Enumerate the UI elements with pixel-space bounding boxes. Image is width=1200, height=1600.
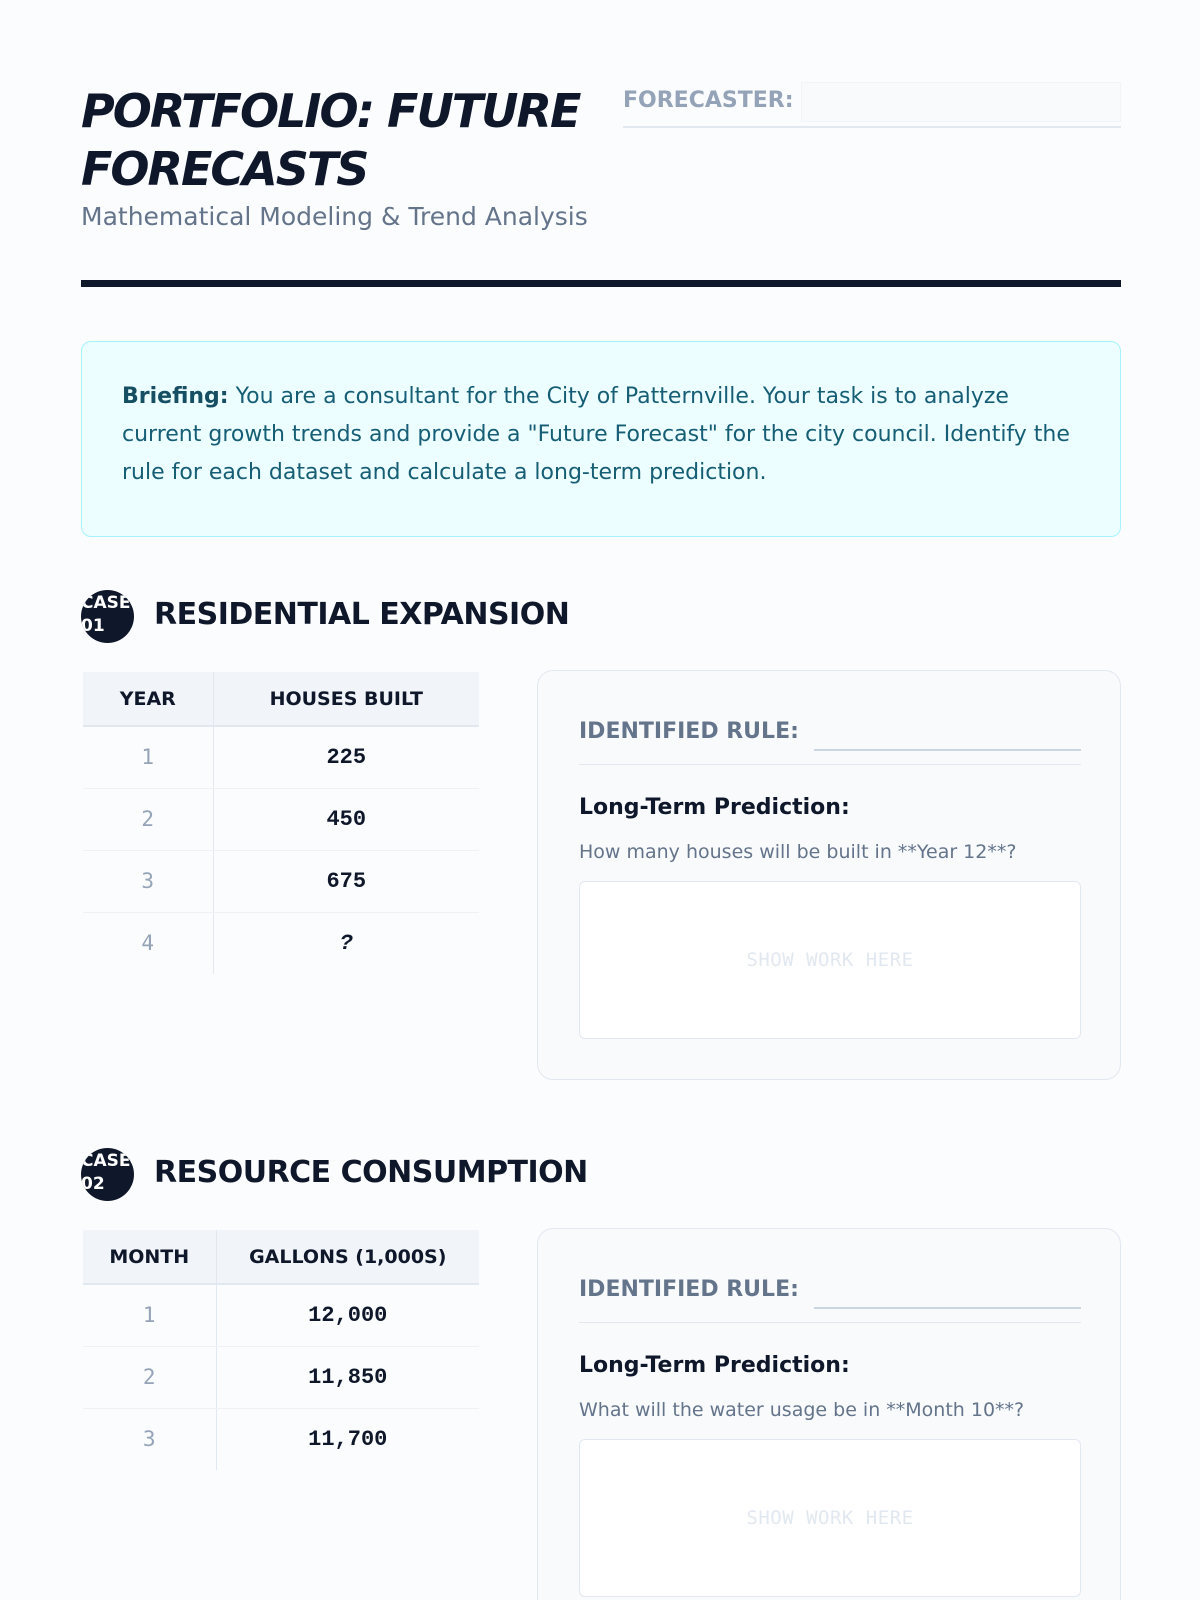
row-value-unknown: ? bbox=[339, 930, 353, 956]
case-badge-line1: CASE bbox=[81, 593, 131, 613]
table-row bbox=[83, 726, 479, 788]
row-index: 4 bbox=[83, 912, 213, 974]
show-work-placeholder: SHOW WORK HERE bbox=[746, 1507, 914, 1529]
row-index: 1 bbox=[83, 1284, 216, 1346]
identified-rule-label: IDENTIFIED RULE: bbox=[579, 719, 799, 744]
column-header: YEAR bbox=[83, 672, 213, 726]
column-header: MONTH bbox=[83, 1230, 216, 1284]
show-work-area[interactable] bbox=[579, 1439, 1081, 1597]
row-value: 11,700 bbox=[308, 1426, 388, 1452]
case-title: RESIDENTIAL EXPANSION bbox=[154, 597, 570, 632]
row-value: 11,850 bbox=[216, 1346, 479, 1408]
case-badge-line2: 01 bbox=[81, 616, 105, 636]
show-work-placeholder: SHOW WORK HERE bbox=[746, 949, 914, 971]
case-badge bbox=[81, 590, 134, 643]
briefing-text: You are a consultant for the City of Patternville. Your task is to analyze current growth trends and provide a "Future Forecast" for the city council. Identify the rule for each dataset and calculate a long-term prediction. bbox=[122, 384, 1070, 485]
data-table bbox=[83, 672, 479, 974]
identified-rule-row bbox=[579, 711, 1081, 765]
table-row bbox=[83, 1408, 479, 1470]
case-badge bbox=[81, 1148, 134, 1201]
identified-rule-row bbox=[579, 1269, 1081, 1323]
identified-rule-label: IDENTIFIED RULE: bbox=[579, 1277, 799, 1302]
row-index: 2 bbox=[83, 788, 213, 850]
identified-rule-input[interactable] bbox=[814, 1269, 1081, 1309]
case-badge-line2: 02 bbox=[81, 1174, 105, 1194]
table-row bbox=[83, 1284, 479, 1346]
show-work-area[interactable] bbox=[579, 881, 1081, 1039]
table-row bbox=[83, 850, 479, 912]
row-index: 3 bbox=[83, 850, 213, 912]
column-header: HOUSES BUILT bbox=[213, 672, 479, 726]
row-index: 1 bbox=[83, 726, 213, 788]
row-value: 225 bbox=[213, 726, 479, 788]
prediction-question: How many houses will be built in **Year 12**? bbox=[579, 841, 1017, 863]
table-row bbox=[83, 1346, 479, 1408]
briefing-box bbox=[81, 341, 1121, 537]
case-badge-line1: CASE bbox=[81, 1151, 131, 1171]
work-card bbox=[537, 1228, 1121, 1600]
identified-rule-input[interactable] bbox=[814, 711, 1081, 751]
work-card bbox=[537, 670, 1121, 1080]
row-value: 12,000 bbox=[216, 1284, 479, 1346]
prediction-question: What will the water usage be in **Month 10**? bbox=[579, 1399, 1025, 1421]
table-row bbox=[83, 788, 479, 850]
row-index: 3 bbox=[83, 1408, 216, 1470]
data-table bbox=[83, 1230, 479, 1470]
row-value: 675 bbox=[213, 850, 479, 912]
page-subtitle: Mathematical Modeling & Trend Analysis bbox=[81, 202, 588, 231]
forecaster-label: FORECASTER: bbox=[623, 88, 794, 113]
table-row bbox=[83, 912, 479, 974]
column-header: GALLONS (1,000S) bbox=[216, 1230, 479, 1284]
prediction-label: Long-Term Prediction: bbox=[579, 795, 850, 820]
forecaster-field bbox=[623, 82, 1121, 128]
worksheet-page bbox=[81, 0, 1121, 1600]
case-title: RESOURCE CONSUMPTION bbox=[154, 1155, 588, 1190]
prediction-label: Long-Term Prediction: bbox=[579, 1353, 850, 1378]
forecaster-input[interactable] bbox=[801, 82, 1121, 122]
row-value: 450 bbox=[213, 788, 479, 850]
row-index: 2 bbox=[83, 1346, 216, 1408]
header bbox=[81, 82, 1121, 288]
page-title: PORTFOLIO: FUTURE FORECASTS bbox=[81, 84, 580, 196]
header-divider bbox=[81, 280, 1121, 287]
briefing-label: Briefing: bbox=[122, 384, 229, 409]
